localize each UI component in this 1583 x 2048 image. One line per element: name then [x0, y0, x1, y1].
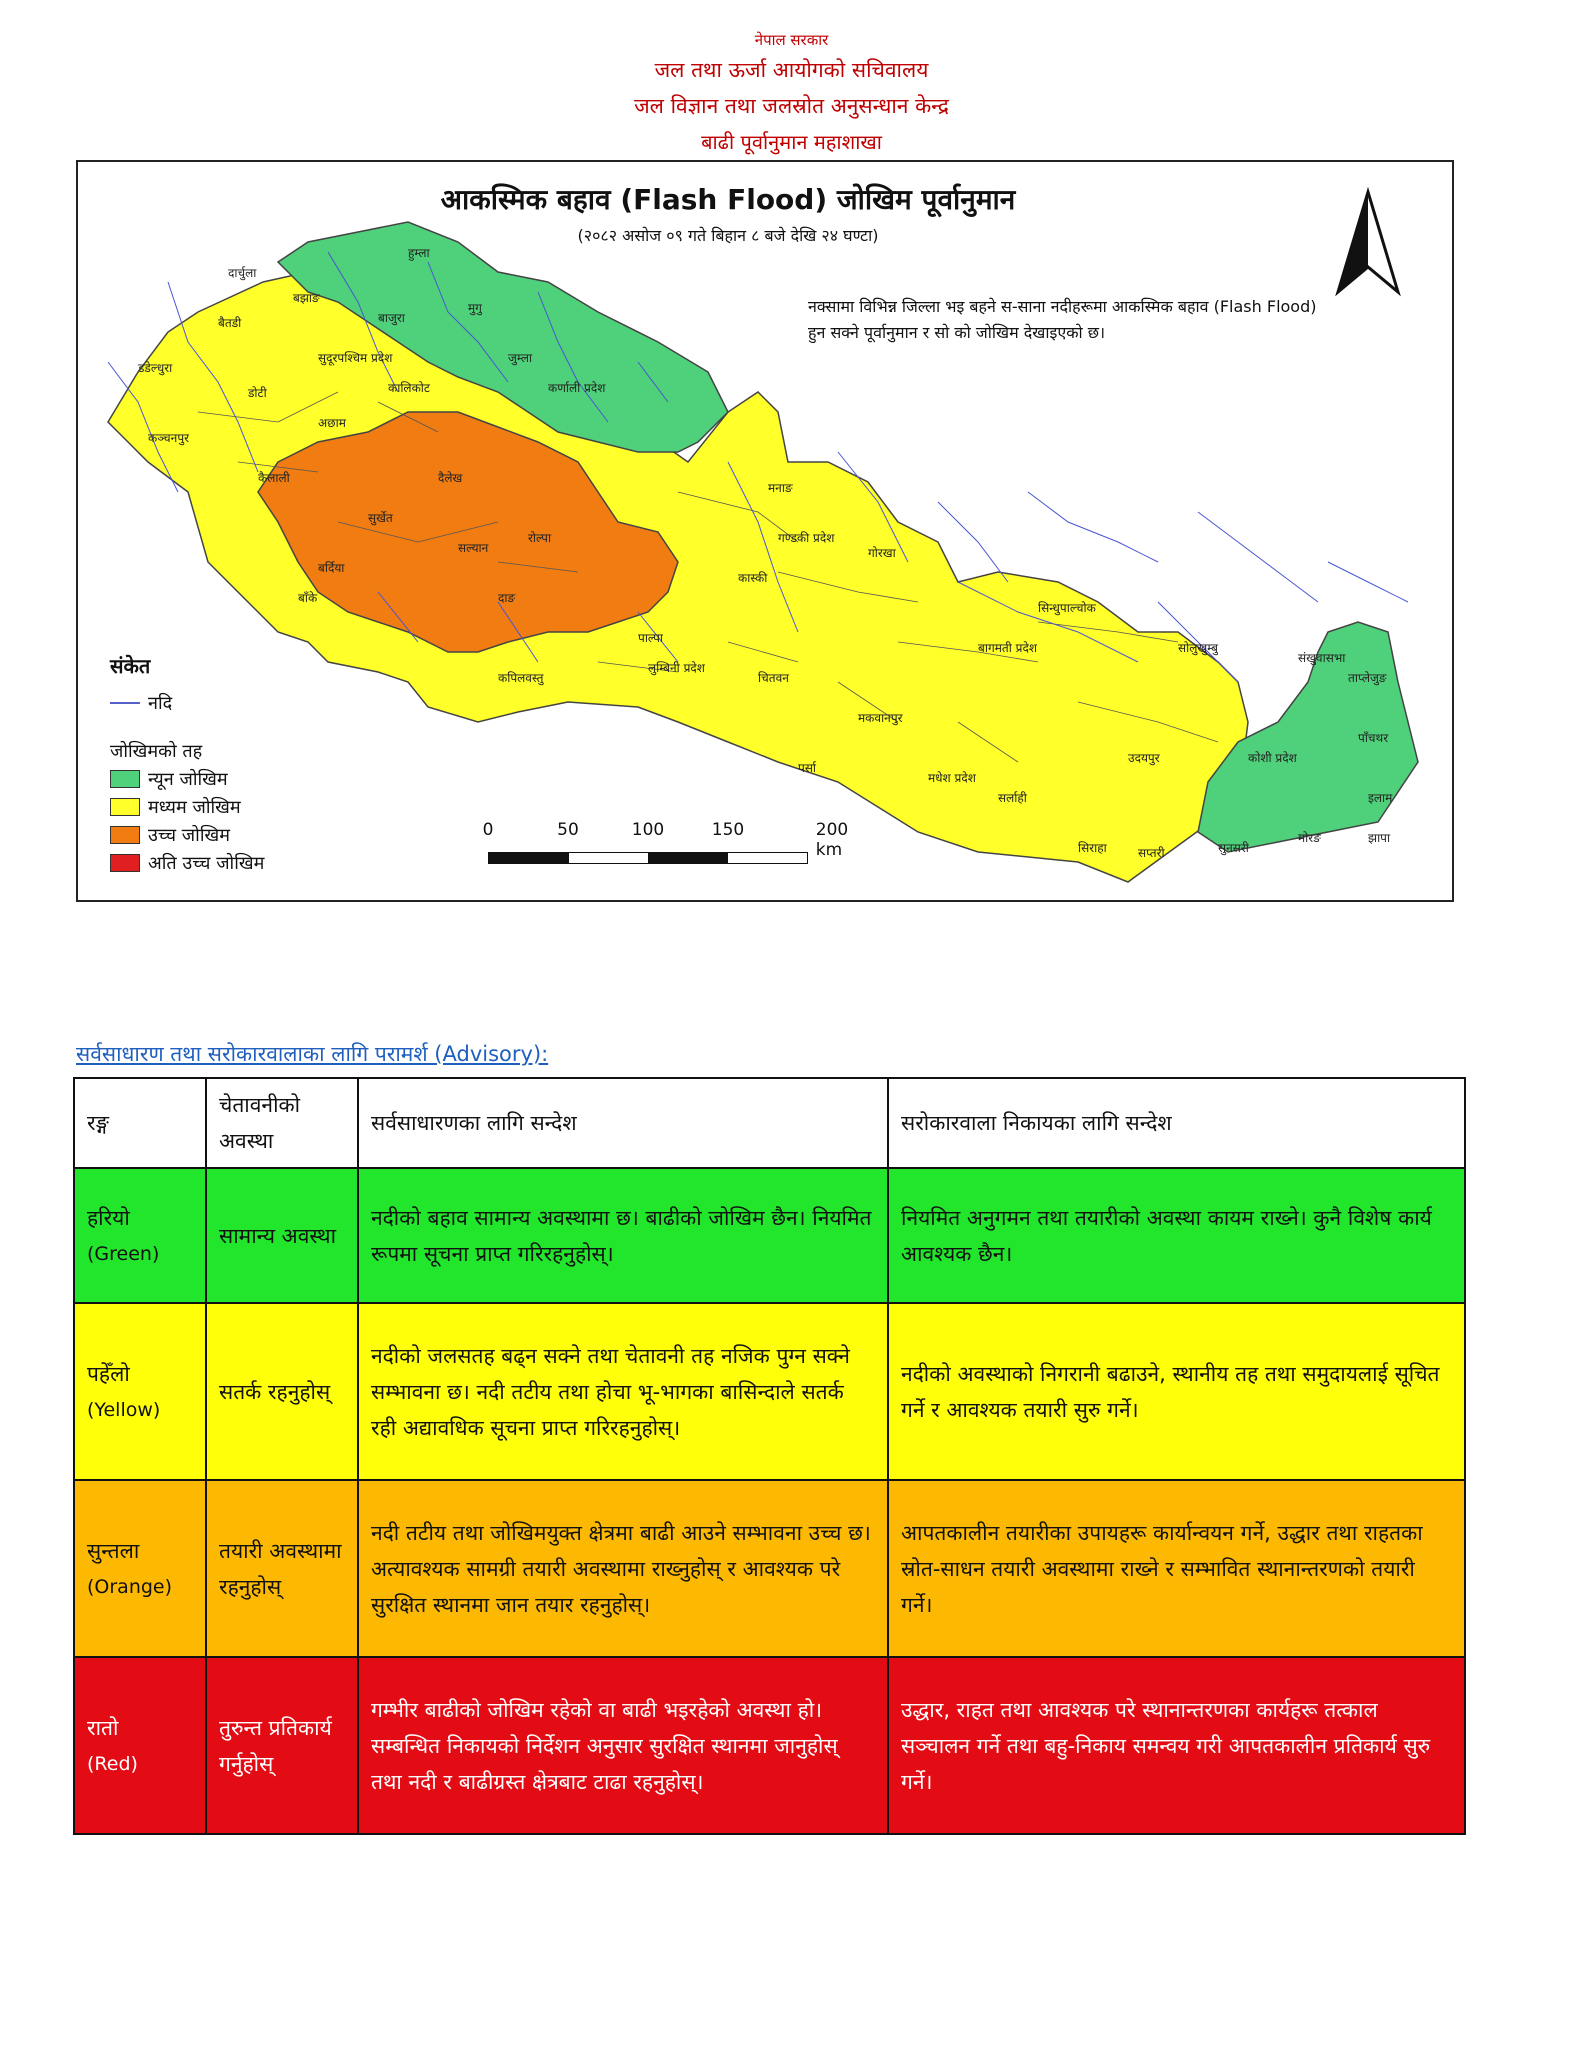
district-label: बागमती प्रदेश	[978, 641, 1038, 655]
district-label: दार्चुला	[228, 266, 257, 280]
district-label: बाँके	[298, 591, 318, 605]
district-label: सिन्धुपाल्चोक	[1038, 601, 1096, 615]
map-legend	[110, 652, 264, 877]
district-label: सुनसरी	[1218, 841, 1249, 855]
district-label: सुर्खेत	[368, 511, 393, 525]
map-subtitle: (२०८२ असोज ०९ गते बिहान ८ बजे देखि २४ घण्टा)	[577, 226, 879, 245]
public-message-cell: नदीको बहाव सामान्य अवस्थामा छ। बाढीको जोखिम छैन। नियमित रूपमा सूचना प्राप्त गरिरहनुहोस्।	[358, 1168, 888, 1303]
district-label: कास्की	[738, 571, 768, 585]
status-cell: सतर्क रहनुहोस्	[206, 1303, 358, 1480]
legend-river-label: नदि	[148, 693, 173, 714]
color-cell	[74, 1168, 206, 1303]
district-label: बैतडी	[218, 316, 242, 330]
legend-swatch	[110, 826, 140, 844]
district-label: गोरखा	[868, 546, 896, 560]
district-label: मधेश प्रदेश	[928, 771, 976, 785]
color-cell	[74, 1657, 206, 1834]
district-label: उदयपुर	[1128, 751, 1160, 765]
header-public-message: सर्वसाधारणका लागि सन्देश	[358, 1078, 888, 1168]
district-label: बझाङ	[293, 291, 320, 305]
public-message-cell: नदीको जलसतह बढ्न सक्ने तथा चेतावनी तह नजिक पुग्न सक्ने सम्भावना छ। नदी तटीय तथा होचा भू-भागका बासिन्दाले सतर्क रही अद्यावधिक सूचना प्राप्त गरिरहनुहोस्।	[358, 1303, 888, 1480]
district-label: कालिकोट	[388, 381, 430, 395]
map-note: नक्सामा विभिन्न जिल्ला भइ बहने स-साना नदीहरूमा आकस्मिक बहाव (Flash Flood) हुन सक्ने पूर्वानुमान र सो को जोखिम देखाइएको छ।	[808, 297, 1317, 342]
district-label: लुम्बिनी प्रदेश	[648, 661, 705, 675]
scale-tick-label: 200 km	[815, 820, 849, 860]
river-line-icon	[110, 702, 140, 704]
header-status: चेतावनीको अवस्था	[206, 1078, 358, 1168]
advisory-table	[73, 1077, 1466, 1835]
district-label: कैलाली	[258, 471, 290, 485]
table-row	[74, 1303, 1465, 1480]
legend-item-label: उच्च जोखिम	[148, 825, 230, 846]
division-name: बाढी पूर्वानुमान महाशाखा	[701, 130, 882, 154]
color-name-en: (Green)	[87, 1242, 160, 1265]
district-label: दैलेख	[438, 471, 463, 485]
district-label: पाँचथर	[1358, 731, 1389, 745]
district-label: डडेल्धुरा	[138, 361, 173, 375]
district-label: ताप्लेजुङ	[1348, 671, 1387, 685]
stakeholder-message-cell: नदीको अवस्थाको निगरानी बढाउने, स्थानीय तह तथा समुदायलाई सूचित गर्ने र आवश्यक तयारी सुरु गर्ने।	[888, 1303, 1465, 1480]
district-label: संखुवासभा	[1298, 651, 1346, 665]
stakeholder-message-cell: उद्धार, राहत तथा आवश्यक परे स्थानान्तरणका कार्यहरू तत्काल सञ्चालन गर्ने तथा बहु-निकाय समन्वय गरी आपतकालीन प्रतिकार्य सुरु गर्ने।	[888, 1657, 1465, 1834]
table-row	[74, 1168, 1465, 1303]
district-label: सोलुखुम्बु	[1178, 641, 1218, 655]
legend-item-label: अति उच्च जोखिम	[148, 853, 265, 874]
scale-tick-label: 0	[482, 820, 494, 840]
legend-swatch	[110, 798, 140, 816]
legend-river	[110, 689, 264, 717]
scale-tick-label: 100	[631, 820, 665, 840]
north-arrow-icon	[1338, 192, 1398, 292]
advisory-title: सर्वसाधारण तथा सरोकारवालाका लागि परामर्श (Advisory):	[76, 1042, 549, 1066]
color-cell	[74, 1303, 206, 1480]
color-name-en: (Orange)	[87, 1575, 173, 1598]
district-label: कपिलवस्तु	[498, 671, 544, 685]
district-label: इलाम	[1368, 791, 1393, 805]
district-label: मुगु	[468, 301, 482, 315]
district-label: सिराहा	[1078, 841, 1107, 855]
status-cell: तयारी अवस्थामा रहनुहोस्	[206, 1480, 358, 1657]
district-label: सप्तरी	[1138, 846, 1165, 860]
nepal-risk-map	[78, 162, 1452, 900]
public-message-cell: गम्भीर बाढीको जोखिम रहेको वा बाढी भइरहेको अवस्था हो। सम्बन्धित निकायको निर्देशन अनुसार सुरक्षित स्थानमा जानुहोस् तथा नदी र बाढीग्रस्त क्षेत्रबाट टाढा रहनुहोस्।	[358, 1657, 888, 1834]
color-cell	[74, 1480, 206, 1657]
district-label: कर्णाली प्रदेश	[548, 381, 606, 395]
district-label: रोल्पा	[528, 531, 552, 545]
district-label: चितवन	[758, 671, 789, 685]
district-label: सर्लाही	[998, 791, 1027, 805]
table-row	[74, 1657, 1465, 1834]
district-label: कोशी प्रदेश	[1248, 751, 1297, 765]
public-message-cell: नदी तटीय तथा जोखिमयुक्त क्षेत्रमा बाढी आउने सम्भावना उच्च छ। अत्यावश्यक सामग्री तयारी अवस्थामा राख्नुहोस् र आवश्यक परे सुरक्षित स्थानमा जान तयार रहनुहोस्।	[358, 1480, 888, 1657]
district-label: अछाम	[318, 416, 346, 430]
legend-items	[110, 765, 264, 877]
district-label: कञ्चनपुर	[148, 431, 190, 445]
district-label: मनाङ	[768, 481, 793, 495]
color-name-en: (Red)	[87, 1752, 138, 1775]
district-label: दाङ	[498, 591, 516, 605]
district-label: बाजुरा	[378, 311, 405, 325]
color-name-np: सुन्तला	[87, 1538, 140, 1563]
legend-swatch	[110, 770, 140, 788]
status-cell: सामान्य अवस्था	[206, 1168, 358, 1303]
district-label: मोरङ	[1298, 831, 1321, 845]
district-label: बर्दिया	[318, 561, 345, 575]
legend-risk-title-label: जोखिमको तह	[110, 741, 203, 762]
scale-tick-label: 50	[557, 820, 579, 840]
stakeholder-message-cell: नियमित अनुगमन तथा तयारीको अवस्था कायम राख्ने। कुनै विशेष कार्य आवश्यक छैन।	[888, 1168, 1465, 1303]
color-name-np: हरियो	[87, 1205, 130, 1230]
stakeholder-message-cell: आपतकालीन तयारीका उपायहरू कार्यान्वयन गर्ने, उद्धार तथा राहतका स्रोत-साधन तयारी अवस्थामा राख्ने र सम्भावित स्थानान्तरणको तयारी गर्ने।	[888, 1480, 1465, 1657]
legend-item	[110, 821, 264, 849]
secretariat-name: जल तथा ऊर्जा आयोगको सचिवालय	[654, 58, 929, 82]
header-stakeholder-message: सरोकारवाला निकायका लागि सन्देश	[888, 1078, 1465, 1168]
district-label: पाल्पा	[638, 631, 663, 645]
department-name: जल विज्ञान तथा जलस्रोत अनुसन्धान केन्द्र	[634, 94, 949, 118]
govt-name: नेपाल सरकार	[754, 31, 829, 49]
district-label: पर्सा	[798, 761, 817, 775]
status-cell: तुरुन्त प्रतिकार्य गर्नुहोस्	[206, 1657, 358, 1834]
legend-swatch	[110, 854, 140, 872]
scale-labels	[458, 820, 858, 860]
district-label: जुम्ला	[508, 351, 533, 365]
table-header-row	[74, 1078, 1465, 1168]
color-name-np: पहेँलो	[87, 1361, 130, 1386]
legend-risk-title	[110, 737, 264, 765]
district-label: सुदूरपश्चिम प्रदेश	[318, 351, 393, 365]
district-label: डोटी	[248, 386, 267, 400]
legend-title: संकेत	[110, 654, 151, 678]
district-label: सल्यान	[458, 541, 489, 555]
header-color: रङ्ग	[74, 1078, 206, 1168]
district-label: गण्डकी प्रदेश	[778, 531, 835, 545]
legend-item-label: मध्यम जोखिम	[148, 797, 241, 818]
scale-bar	[488, 852, 808, 864]
legend-item-label: न्यून जोखिम	[148, 769, 228, 790]
color-name-en: (Yellow)	[87, 1398, 161, 1421]
map-title: आकस्मिक बहाव (Flash Flood) जोखिम पूर्वानुमान	[440, 183, 1016, 216]
legend-item	[110, 765, 264, 793]
scale-tick-label: 150	[711, 820, 745, 840]
table-row	[74, 1480, 1465, 1657]
district-label: झापा	[1368, 831, 1391, 845]
district-label: मकवानपुर	[858, 711, 903, 725]
legend-item	[110, 849, 264, 877]
legend-item	[110, 793, 264, 821]
flash-flood-map	[76, 160, 1454, 902]
color-name-np: रातो	[87, 1715, 119, 1740]
district-label: हुम्ला	[408, 246, 430, 260]
